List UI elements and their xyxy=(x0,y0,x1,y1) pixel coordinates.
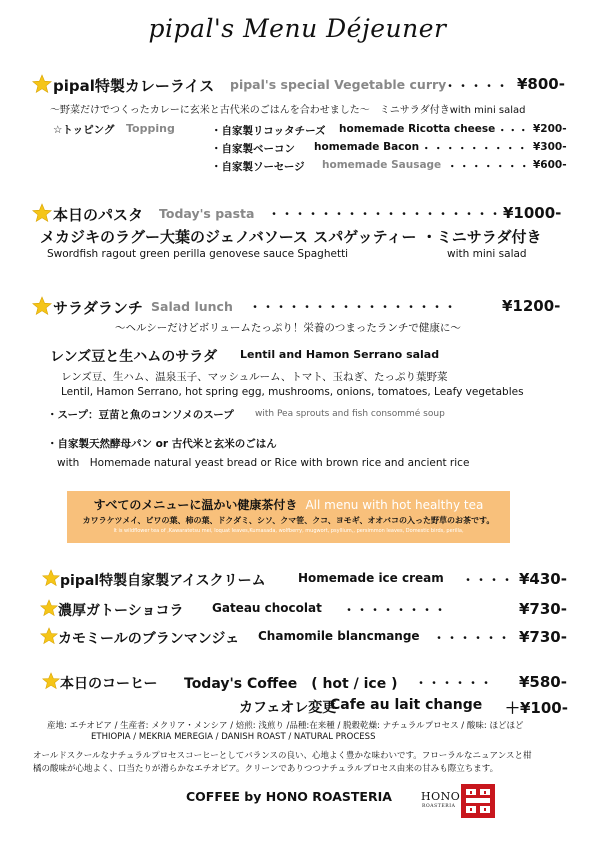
dessert-gateau-en: Gateau chocolat xyxy=(212,601,322,615)
tea-ingredients-en: It is wildflower tea of ,Kawaratetsu mei, loquat leaves,Kumasada, wolfberry, mugwort, psyllium,, persimmon leaves, Domestic birds, perilla, xyxy=(113,528,464,534)
coffee-name: 本日のコーヒー xyxy=(60,676,158,692)
dessert-blancmange-en: Chamomile blancmange xyxy=(258,629,420,643)
curry-dots: ・・・・・ xyxy=(444,79,510,93)
star-icon xyxy=(40,627,58,645)
tea-notice-box xyxy=(67,491,510,543)
pasta-name-en: Today's pasta xyxy=(159,206,255,221)
dessert-blancmange: カモミールのブランマンジェ xyxy=(58,631,240,647)
salad-name-en: Salad lunch xyxy=(151,299,233,314)
coffee-origin: 産地: エチオピア / 生産者: メクリア・メンシア / 焙煎: 浅煎り /品種:在来種 / 脱穀乾燥: ナチュラルプロセス / 酸味: ほどほど xyxy=(47,721,524,731)
topping-ricotta-dots: ・・・ xyxy=(497,125,529,137)
dessert-gateau: 濃厚ガトーショコラ xyxy=(58,603,184,619)
topping-bacon-en: homemade Bacon xyxy=(314,141,420,153)
topping-sausage-dots: ・・・・・・・ xyxy=(447,161,531,173)
cafe-au-lait: カフェオレ変更 xyxy=(239,700,337,716)
dessert-blancmange-dots: ・・・・・・ xyxy=(433,631,512,645)
topping-ricotta-en: homemade Ricotta cheese xyxy=(339,123,496,135)
dessert-ice-cream-price: ¥430- xyxy=(519,570,567,588)
topping-sausage-price: ¥600- xyxy=(533,159,567,171)
pasta-dots: ・・・・・・・・・・・・・・・・・・ xyxy=(268,207,503,221)
curry-name: pipal特製カレーライス xyxy=(53,77,215,95)
coffee-note-2: 橘の酸味が心地よく、口当たりが滑らかなエチオピア。クリーンでありつつナチュラルプロセス由来の甘みも際立ちます。 xyxy=(33,764,499,774)
pasta-side-en: with mini salad xyxy=(447,248,527,260)
coffee-credit: COFFEE by HONO ROASTERIA xyxy=(186,789,392,804)
dessert-blancmange-price: ¥730- xyxy=(519,628,567,646)
pasta-name: 本日のパスタ xyxy=(53,206,144,224)
tea-ingredients: カワラケツメイ、ビワの葉、柿の葉、ドクダミ、シソ、クマ笹、クコ、ヨモギ、オオバコの入った野草のお茶です。 xyxy=(82,516,495,525)
salad-name: サラダランチ xyxy=(53,299,143,317)
star-icon xyxy=(40,599,58,617)
salad-bread: ・自家製天然酵母パン or 古代米と玄米のごはん xyxy=(47,438,277,450)
coffee-note: オールドスクールなナチュラルプロセスコーヒーとしてバランスの良い、心地よく豊かな味わいです。フローラルなニュアンスと柑 xyxy=(33,751,532,761)
salad-description: ～ヘルシーだけどボリュームたっぷり！栄養のつまったランチで健康に～ xyxy=(115,322,461,334)
star-icon xyxy=(32,74,52,94)
coffee-dots: ・・・・・・ xyxy=(415,676,494,690)
coffee-name-en: Today's Coffee ( hot / ice ) xyxy=(184,676,398,692)
salad-dots: ・・・・・・・・・・・・・・・・ xyxy=(249,300,458,314)
coffee-price: ¥580- xyxy=(519,673,567,691)
pasta-dish-en: Swordfish ragout green perilla genovese sauce Spaghetti xyxy=(47,248,349,260)
dessert-gateau-price: ¥730- xyxy=(519,600,567,618)
roastery-logo-word: HONO xyxy=(421,790,461,803)
curry-name-en: pipal's special Vegetable curry xyxy=(230,77,447,92)
salad-price: ¥1200- xyxy=(502,297,561,315)
salad-soup: ・スープ：豆苗と魚のコンソメのスープ xyxy=(47,409,234,421)
tea-notice: すべてのメニューに温かい健康茶付き xyxy=(93,498,298,512)
topping-bacon-dots: ・・・・・・・・・ xyxy=(421,143,529,155)
salad-ingredients-en: Lentil, Hamon Serrano, hot spring egg, mushrooms, onions, tomatoes, Leafy vegetables xyxy=(61,386,524,398)
cafe-au-lait-en: Cafe au lait change xyxy=(330,697,483,713)
topping-ricotta-price: ¥200- xyxy=(533,123,567,135)
star-icon xyxy=(32,203,52,223)
pasta-dish: メカジキのラグー大葉のジェノバソース スパゲッティー ・ミニサラダ付き xyxy=(40,228,542,246)
topping-label-en: Topping xyxy=(126,122,175,135)
salad-dish: レンズ豆と生ハムのサラダ xyxy=(50,349,218,365)
pasta-price: ¥1000- xyxy=(503,204,562,222)
dessert-gateau-dots: ・・・・・・・・ xyxy=(343,603,448,617)
topping-label: ☆トッピング xyxy=(53,124,115,136)
tea-notice-en: All menu with hot healthy tea xyxy=(305,498,484,512)
topping-bacon: ・自家製ベーコン xyxy=(211,143,295,155)
dessert-ice-cream: pipal特製自家製アイスクリーム xyxy=(60,573,266,589)
topping-ricotta: ・自家製リコッタチーズ xyxy=(211,125,326,137)
dessert-ice-cream-dots: ・・・・ xyxy=(462,573,515,587)
salad-dish-en: Lentil and Hamon Serrano salad xyxy=(240,348,440,361)
roastery-logo-sub: ROASTERIA xyxy=(422,804,456,809)
salad-soup-en: with Pea sprouts and fish consommé soup xyxy=(255,409,445,419)
star-icon xyxy=(42,569,60,587)
curry-price: ¥800- xyxy=(517,75,565,93)
cafe-au-lait-price: ＋¥100- xyxy=(505,699,568,717)
star-icon xyxy=(32,296,52,316)
salad-ingredients: レンズ豆、生ハム、温泉玉子、マッシュルーム、トマト、玉ねぎ、たっぷり葉野菜 xyxy=(61,371,448,383)
dessert-ice-cream-en: Homemade ice cream xyxy=(298,571,444,585)
topping-bacon-price: ¥300- xyxy=(533,141,567,153)
star-icon xyxy=(42,672,60,690)
salad-bread-en: with Homemade natural yeast bread or Rice with brown rice and ancient rice xyxy=(57,457,470,469)
curry-description: ～野菜だけでつくったカレーに玄米と古代米のごはんを合わせました～ ミニサラダ付きwith mini salad xyxy=(50,105,526,116)
coffee-origin-en: ETHIOPIA / MEKRIA MEREGIA / DANISH ROAST / NATURAL PROCESS xyxy=(91,732,376,742)
page-title: pipal's Menu Déjeuner xyxy=(148,14,447,43)
roastery-logo-icon xyxy=(461,784,495,818)
topping-sausage-en: homemade Sausage xyxy=(322,159,442,171)
topping-sausage: ・自家製ソーセージ xyxy=(211,161,305,173)
